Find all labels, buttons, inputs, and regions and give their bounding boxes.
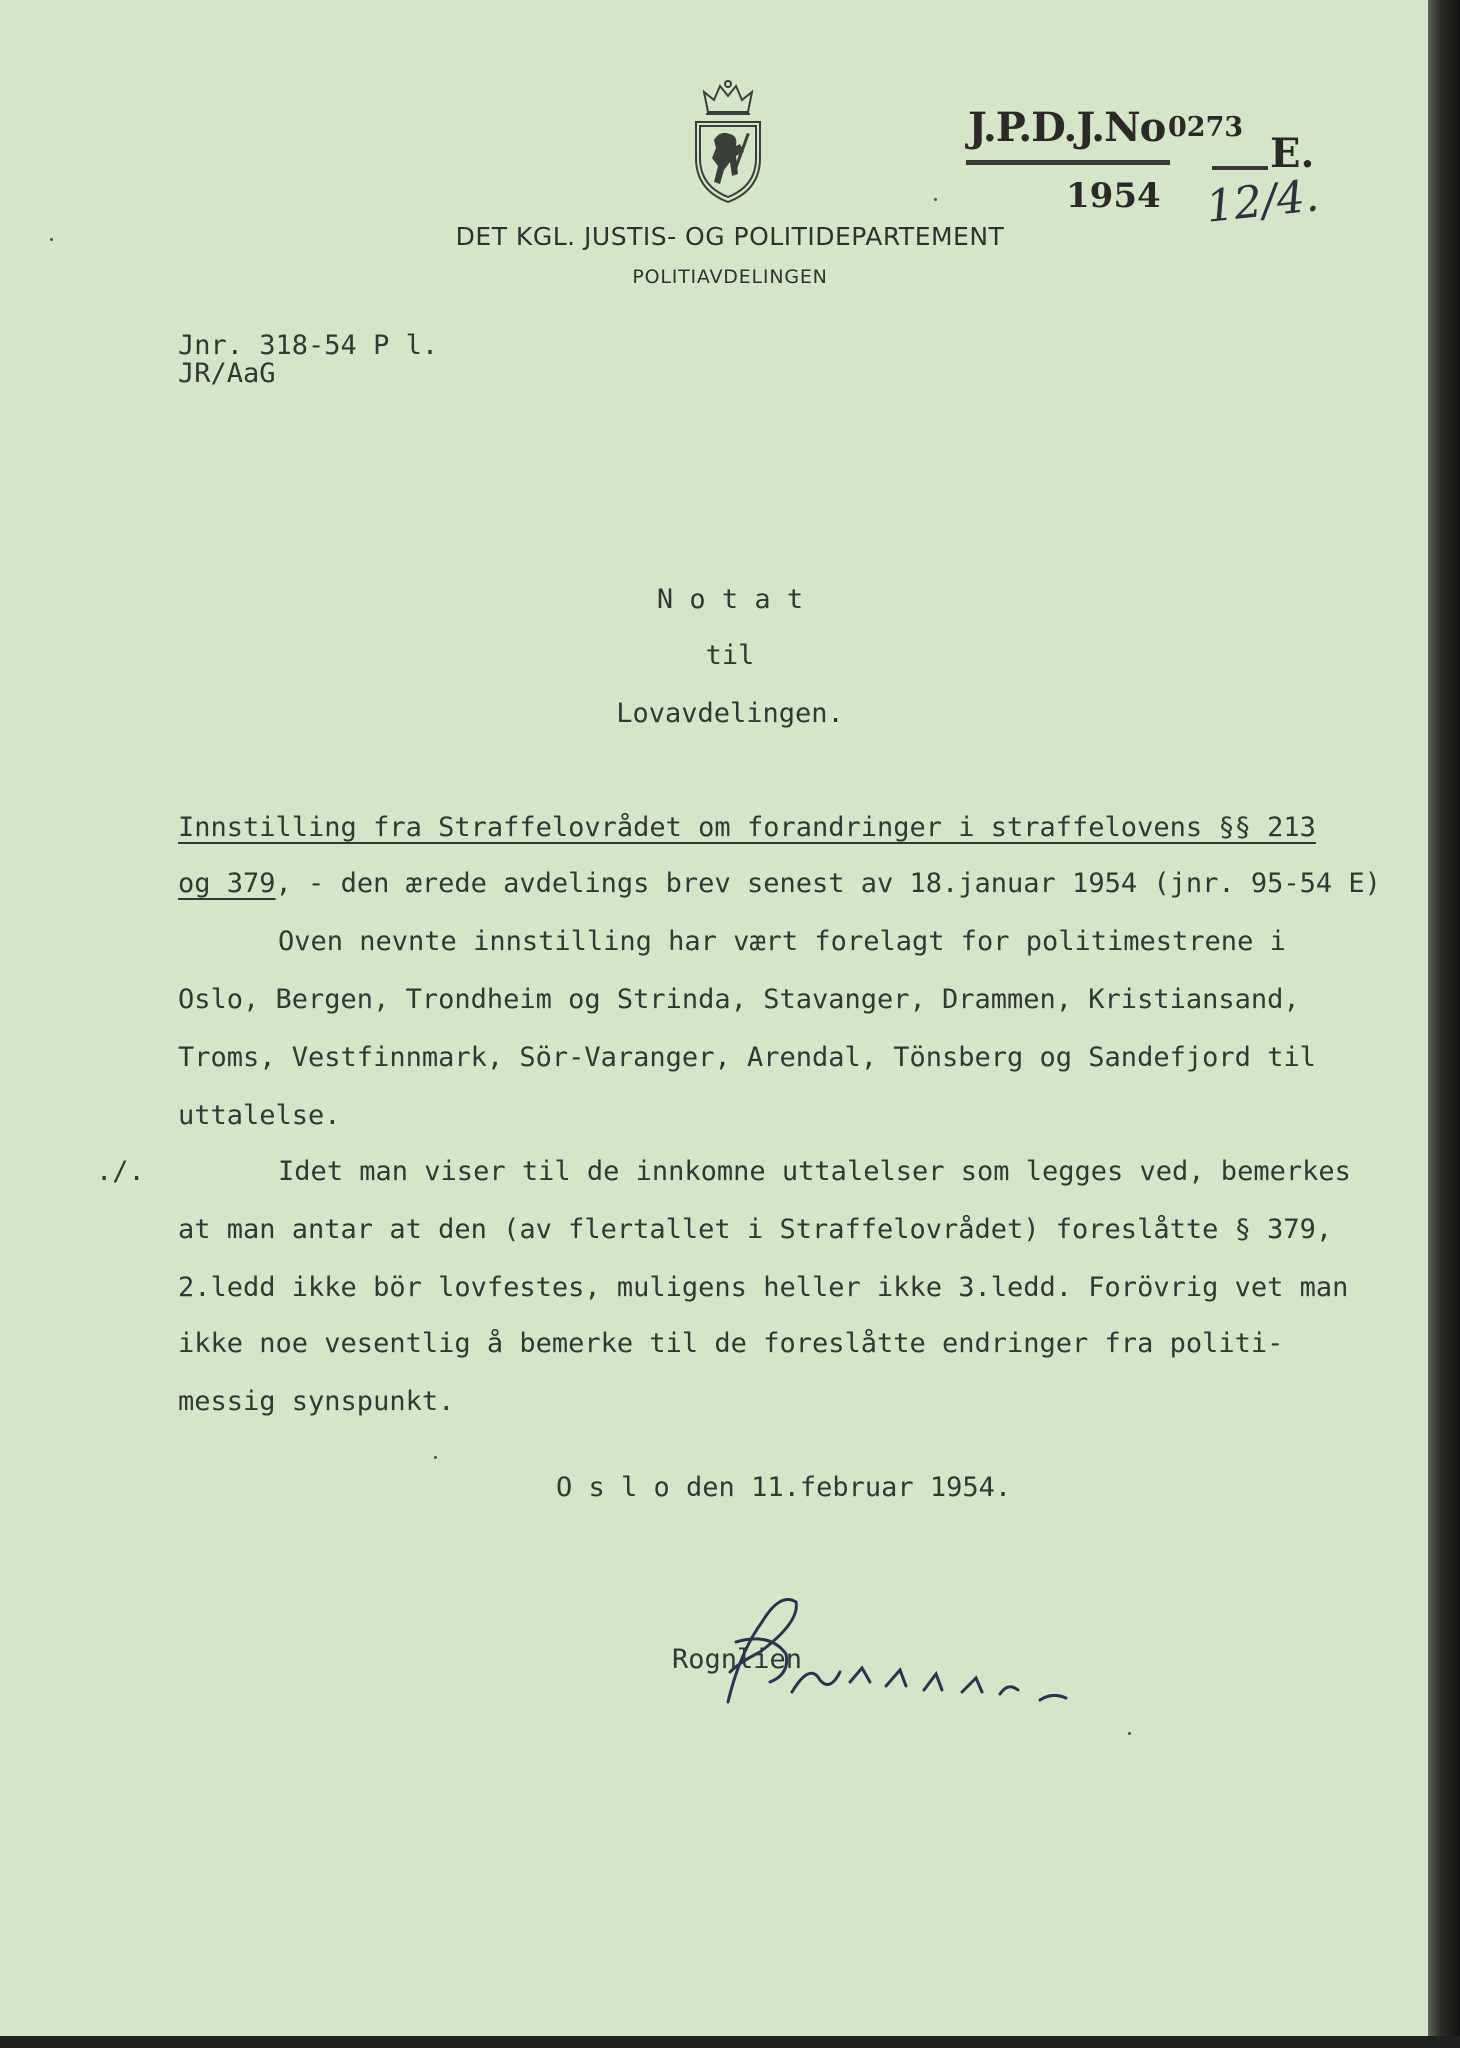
memo-to: til <box>705 640 755 671</box>
paragraph-line: Troms, Vestfinnmark, Sör-Varanger, Arendal, Tönsberg og Sandefjord til <box>178 1042 1316 1073</box>
paragraph-line: Oslo, Bergen, Trondheim og Strinda, Stavanger, Drammen, Kristiansand, <box>178 984 1300 1015</box>
stamp-suffix: E. <box>1270 130 1315 177</box>
stamp-office: J.P.D.J.No <box>968 104 1166 151</box>
paragraph-line: at man antar at den (av flertallet i Straffelovrådet) foreslåtte § 379, <box>178 1214 1333 1245</box>
subject-underlined: og 379 <box>178 868 276 899</box>
stamp-number: 0273 <box>1168 112 1244 143</box>
signer-name: Rognlien <box>672 1644 803 1675</box>
journal-number: Jnr. 318-54 P l. <box>178 330 439 361</box>
paragraph-line: Idet man viser til de innkomne uttalelser som legges ved, bemerkes <box>278 1156 1351 1187</box>
stamp-rule <box>966 160 1170 165</box>
memo-title: N o t a t <box>656 584 804 615</box>
enclosure-mark: ./. <box>96 1156 145 1187</box>
scan-speck <box>434 1456 437 1459</box>
stamp-rule <box>1212 166 1268 170</box>
subject-rest: , - den ærede avdelings brev senest av 18.januar 1954 (jnr. 95-54 E) <box>275 868 1381 899</box>
scan-speck <box>50 238 53 241</box>
handwritten-date: 12/4. <box>1203 170 1322 233</box>
paragraph-line: Oven nevnte innstilling har vært forelagt for politimestrene i <box>278 926 1286 957</box>
initials: JR/AaG <box>178 358 276 389</box>
scan-border <box>0 2036 1460 2048</box>
paragraph-line: ikke noe vesentlig å bemerke til de foreslåtte endringer fra politi- <box>178 1328 1284 1359</box>
handwritten-signature <box>700 1582 1120 1722</box>
scan-border <box>1428 0 1460 2048</box>
scan-speck <box>1128 1732 1131 1735</box>
paragraph-line: uttalelse. <box>178 1100 341 1131</box>
subject-line: Innstilling fra Straffelovrådet om forandringer i straffelovens §§ 213 <box>178 812 1316 843</box>
norwegian-coat-of-arms-logo <box>690 78 766 204</box>
division-name: POLITIAVDELINGEN <box>632 266 828 288</box>
place-and-date: O s l o den 11.februar 1954. <box>556 1472 1012 1503</box>
memo-recipient: Lovavdelingen. <box>616 698 844 729</box>
department-name: DET KGL. JUSTIS- OG POLITIDEPARTEMENT <box>455 222 1005 251</box>
stamp-year: 1954 <box>1066 176 1161 216</box>
paragraph-line: 2.ledd ikke bör lovfestes, muligens heller ikke 3.ledd. Forövrig vet man <box>178 1272 1349 1303</box>
paragraph-line: messig synspunkt. <box>178 1386 455 1417</box>
subject-line <box>178 868 1381 899</box>
scan-speck <box>934 198 937 201</box>
